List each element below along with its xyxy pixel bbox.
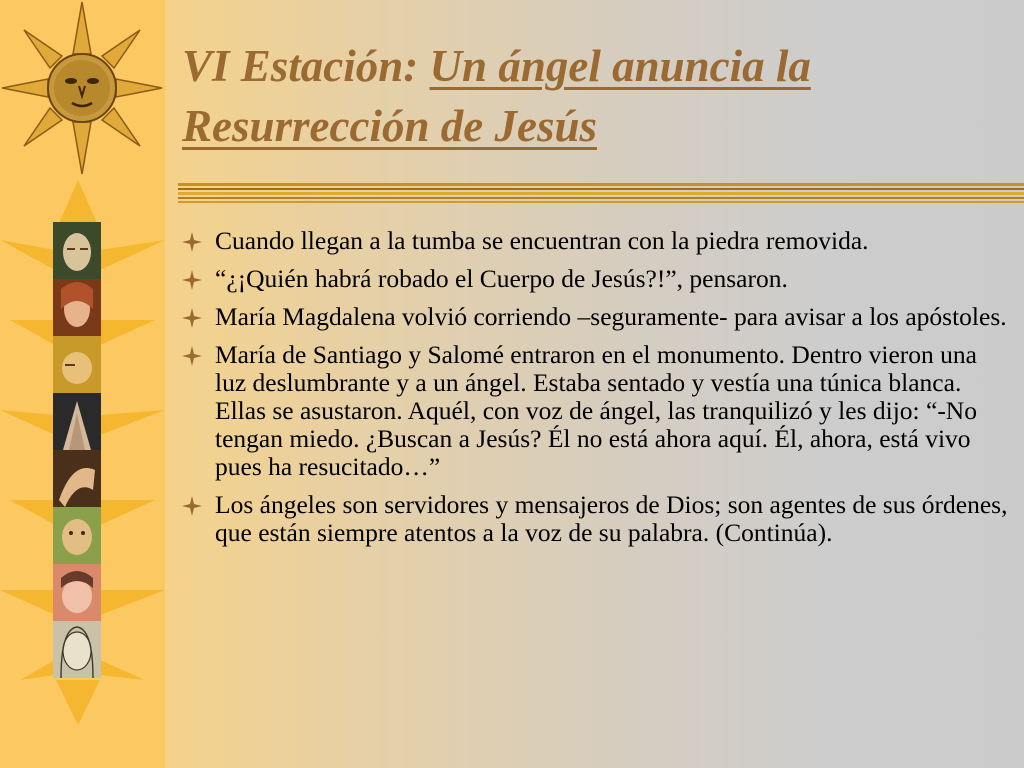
star-bullet-icon xyxy=(182,308,202,328)
title-prefix: VI Estación: xyxy=(182,41,430,91)
sun-face-icon xyxy=(0,0,165,175)
bullet-text: María Magdalena volvió corriendo –seguramente- para avisar a los apóstoles. xyxy=(215,302,1007,331)
title-link[interactable]: Un ángel anuncia la Resurrección de Jesús xyxy=(182,41,811,151)
portrait-icon xyxy=(53,621,101,678)
portrait-icon xyxy=(53,336,101,393)
bullet-text: “¿¡Quién habrá robado el Cuerpo de Jesús?!”, pensaron. xyxy=(215,264,788,293)
bullet-text: María de Santiago y Salomé entraron en el monumento. Dentro vieron una luz deslumbrante y a un ángel. Estaba sentado y vestía una túnica blanca. Ellas se asustaron. Aquél, con voz de ángel, las tranquilizó y les dijo: “-No tengan miedo. ¿Buscan a Jesús? Él no está ahora aquí. Él, ahora, está vivo pues ha resucitado…” xyxy=(215,340,977,481)
bullet-item xyxy=(182,491,1014,547)
bullet-text: Los ángeles son servidores y mensajeros de Dios; son agentes de sus órdenes, que están siempre atentos a la voz de su palabra. (Continúa). xyxy=(215,490,1008,547)
portrait-icon xyxy=(53,222,101,279)
star-bullet-icon xyxy=(182,496,202,516)
portrait-icon xyxy=(53,393,101,450)
star-bullet-icon xyxy=(182,232,202,252)
star-bullet-icon xyxy=(182,346,202,366)
star-bullet-icon xyxy=(182,270,202,290)
bullet-item xyxy=(182,303,1014,331)
bullet-text: Cuando llegan a la tumba se encuentran con la piedra removida. xyxy=(215,226,869,255)
bullet-list xyxy=(182,227,1014,557)
title-divider xyxy=(178,182,1024,204)
slide-title xyxy=(182,36,1012,156)
saint-portraits-column xyxy=(53,222,101,684)
bullet-item xyxy=(182,265,1014,293)
portrait-icon xyxy=(53,279,101,336)
bullet-item xyxy=(182,227,1014,255)
portrait-icon xyxy=(53,450,101,507)
bullet-item xyxy=(182,341,1014,481)
portrait-icon xyxy=(53,507,101,564)
portrait-icon xyxy=(53,564,101,621)
